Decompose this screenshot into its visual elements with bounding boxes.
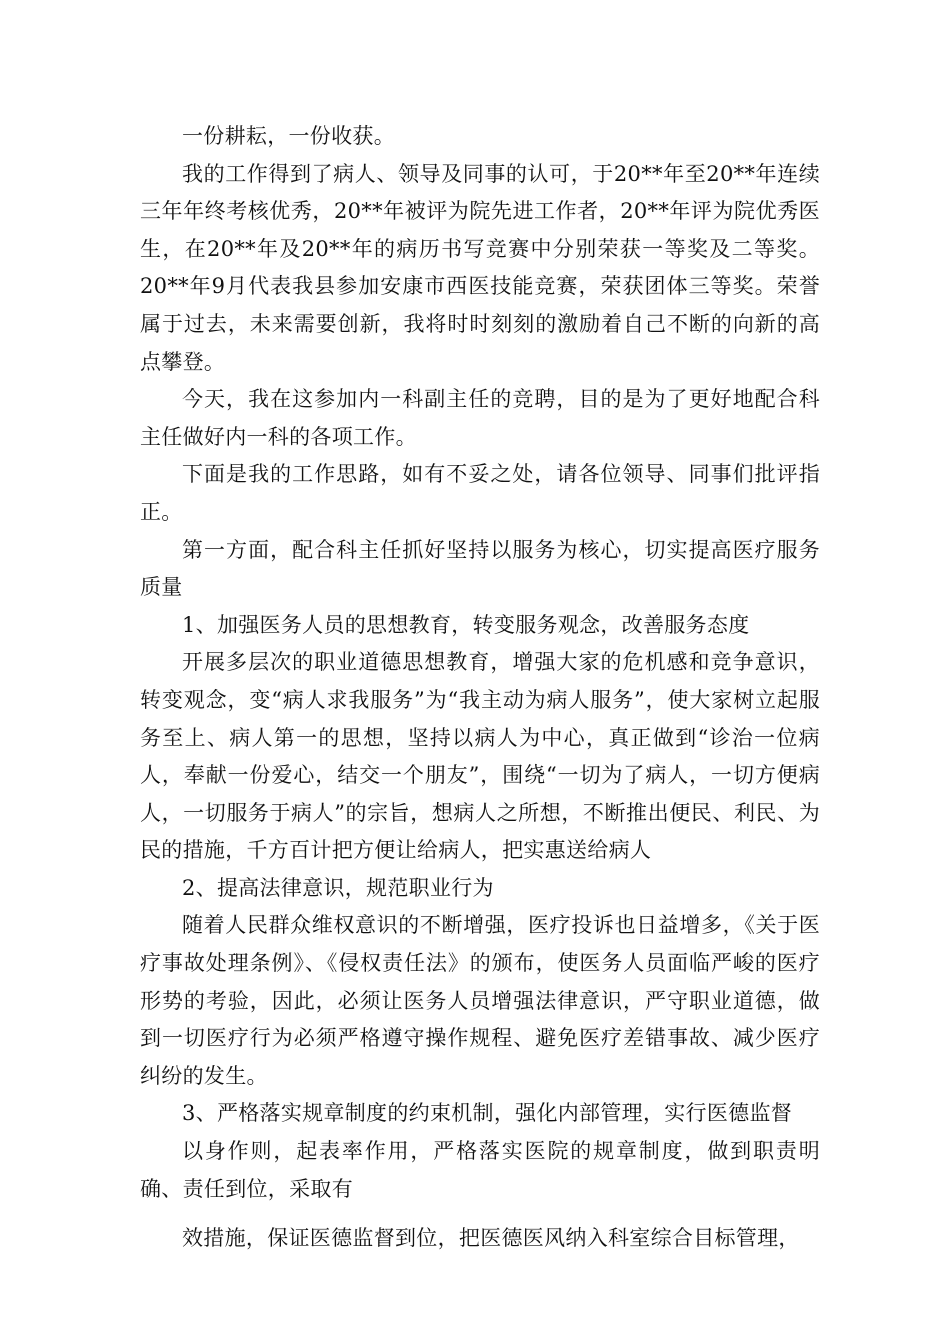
paragraph: 一份耕耘，一份收获。 bbox=[182, 124, 395, 148]
paragraph: 以身作则，起表率作用，严格落实医院的规章制度，做到职责明确、责任到位，采取有 bbox=[140, 1139, 820, 1201]
paragraph: 下面是我的工作思路，如有不妥之处，请各位领导、同事们批评指正。 bbox=[140, 462, 820, 524]
paragraph: 效措施，保证医德监督到位，把医德医风纳入科室综合目标管理， bbox=[182, 1226, 800, 1251]
paragraph: 今天，我在这参加内一科副主任的竞聘，目的是为了更好地配合科主任做好内一科的各项工作。 bbox=[140, 387, 820, 449]
paragraph: 第一方面，配合科主任抓好坚持以服务为核心，切实提高医疗服务质量 bbox=[140, 537, 820, 600]
document-body bbox=[140, 118, 820, 1258]
paragraph: 1、加强医务人员的思想教育，转变服务观念，改善服务态度 bbox=[182, 612, 750, 637]
paragraph: 随着人民群众维权意识的不断增强，医疗投诉也日益增多，《关于医疗事故处理条例》、《侵权责任法》的颁布，使医务人员面临严峻的医疗形势的考验，因此，必须让医务人员增强法律意识，严守职业道德，做到一切医疗行为必须严格遵守操作规程、避免医疗差错事故、减少医疗纠纷的发生。 bbox=[140, 913, 820, 1088]
paragraph: 开展多层次的职业道德思想教育，增强大家的危机感和竞争意识，转变观念，变“病人求我服务”为“我主动为病人服务”，使大家树立起服务至上、病人第一的思想，坚持以病人为中心，真正做到“诊治一位病人，奉献一份爱心，结交一个朋友”，围绕“一切为了病人，一切方便病人，一切服务于病人”的宗旨，想病人之所想，不断推出便民、利民、为民的措施，千方百计把方便让给病人，把实惠送给病人 bbox=[140, 650, 820, 863]
paragraph: 3、严格落实规章制度的约束机制，强化内部管理，实行医德监督 bbox=[182, 1101, 793, 1126]
paragraph: 我的工作得到了病人、领导及同事的认可，于20**年至20**年连续三年年终考核优秀，20**年被评为院先进工作者，20**年评为院优秀医生，在20**年及20**年的病历书写竞赛中分别荣获一等奖及二等奖。20**年9月代表我县参加安康市西医技能竞赛，荣获团体三等奖。荣誉属于过去，未来需要创新，我将时时刻刻的激励着自己不断的向新的高点攀登。 bbox=[140, 161, 820, 374]
paragraph: 2、提高法律意识，规范职业行为 bbox=[182, 875, 494, 900]
